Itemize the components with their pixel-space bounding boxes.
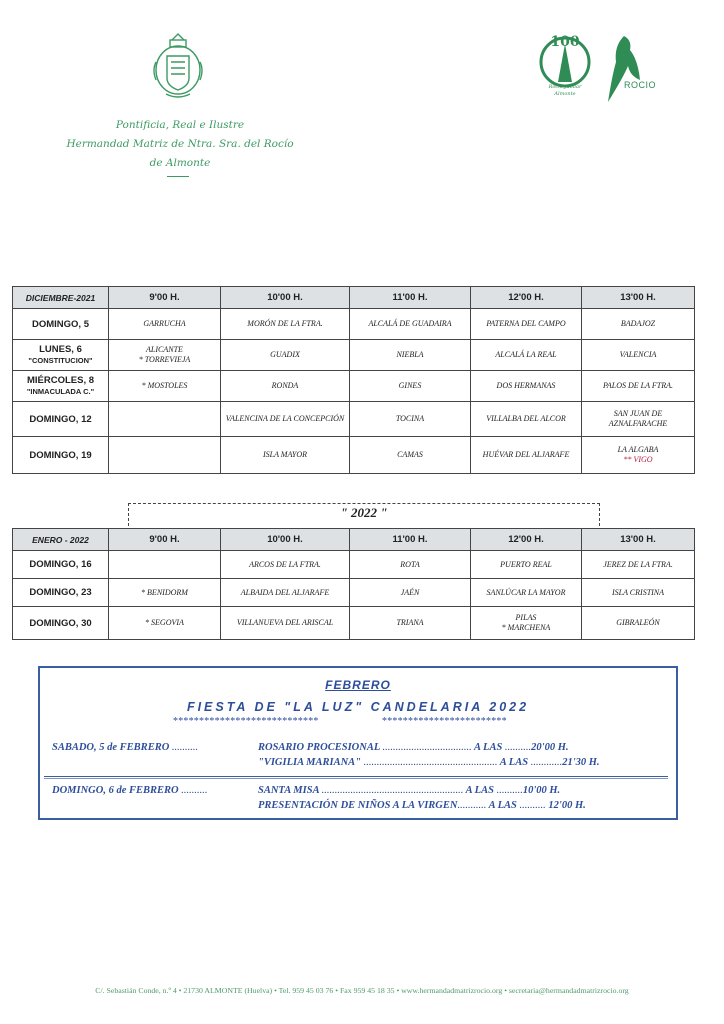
city-label: PILAS <box>515 613 537 622</box>
city-cell: ROTA <box>350 551 471 579</box>
table-header-cell: 11'00 H. <box>350 287 471 309</box>
event-date: DOMINGO, 6 de FEBRERO <box>52 785 179 796</box>
city-label: LA ALGABA <box>617 445 659 454</box>
city-cell: ALCALÁ DE GUADAIRA <box>350 309 471 340</box>
table-header-cell: 12'00 H. <box>471 287 582 309</box>
event-name: "VIGILIA MARIANA" <box>258 757 361 768</box>
city-label-extra: * TORREVIEJA <box>138 355 191 364</box>
brotherhood-line-2: Hermandad Matriz de Ntra. Sra. del Rocío <box>66 138 294 150</box>
city-cell: JEREZ DE LA FTRA. <box>582 551 695 579</box>
event-dots: ...................................................... <box>321 785 464 796</box>
city-cell: HUÉVAR DEL ALJARAFE <box>471 437 582 474</box>
event-name-row <box>258 785 560 796</box>
day-cell: DOMINGO, 19 <box>13 437 109 474</box>
table-header-row <box>13 287 695 309</box>
event-alas: A LAS <box>465 785 494 796</box>
city-cell: VALENCINA DE LA CONCEPCIÓN <box>221 402 350 437</box>
day-cell: DOMINGO, 30 <box>13 607 109 640</box>
table-row <box>13 437 695 474</box>
city-cell: GUADIX <box>221 340 350 371</box>
header-divider <box>167 176 189 177</box>
event-time: 20'00 H. <box>531 742 569 753</box>
city-cell: MORÓN DE LA FTRA. <box>221 309 350 340</box>
day-label: MIÉRCOLES, 8 <box>26 375 95 386</box>
day-cell <box>13 371 109 402</box>
table-header-cell: 10'00 H. <box>221 529 350 551</box>
city-cell: VALENCIA <box>582 340 695 371</box>
city-cell: CAMAS <box>350 437 471 474</box>
stars-decoration: **************************** <box>173 716 319 727</box>
city-cell: SANLÚCAR LA MAYOR <box>471 579 582 607</box>
year-label: " 2022 " <box>340 505 388 520</box>
footer-contact: C/. Sebastián Conde, n.º 4 • 21730 ALMONTE (Huelva) • Tel. 959 45 03 76 • Fax 959 45 18 35 • www.hermandadmatrizrocio.org • secretaria@hermandadmatrizrocio.org <box>95 986 629 995</box>
event-time: 10'00 H. <box>522 785 561 796</box>
event-dots: .......... <box>171 742 199 753</box>
table-header-cell: 10'00 H. <box>221 287 350 309</box>
city-cell <box>471 607 582 640</box>
city-cell: JAÉN <box>350 579 471 607</box>
brotherhood-line-1: Pontificia, Real e Ilustre <box>115 119 245 131</box>
city-cell: RONDA <box>221 371 350 402</box>
fiesta-title: FIESTA DE "LA LUZ" CANDELARIA 2022 <box>186 700 530 714</box>
city-cell: PALOS DE LA FTRA. <box>582 371 695 402</box>
event-divider <box>44 778 668 779</box>
event-divider <box>44 776 668 777</box>
table-row <box>13 340 695 371</box>
rocio-logo-label: ROCIO <box>624 80 657 90</box>
event-dots: .......... <box>496 785 523 796</box>
day-sublabel: "CONSTITUCION" <box>28 356 93 365</box>
january-schedule-table <box>12 528 695 640</box>
day-cell: DOMINGO, 5 <box>13 309 109 340</box>
city-cell: TOCINA <box>350 402 471 437</box>
event-dots: .................................. <box>382 742 472 753</box>
brotherhood-name <box>40 116 320 173</box>
event-time: 21'30 H. <box>562 757 600 768</box>
brotherhood-crest-logo <box>150 32 206 102</box>
city-cell: ARCOS DE LA FTRA. <box>221 551 350 579</box>
table-row <box>13 371 695 402</box>
table-row <box>13 579 695 607</box>
brotherhood-line-3: de Almonte <box>149 157 211 169</box>
table-header-cell: 9'00 H. <box>109 529 221 551</box>
stars-decoration: ************************ <box>382 716 507 727</box>
city-cell: PUERTO REAL <box>471 551 582 579</box>
city-cell <box>109 402 221 437</box>
city-label-extra: * MARCHENA <box>501 623 551 632</box>
day-cell: DOMINGO, 16 <box>13 551 109 579</box>
city-cell: ISLA CRISTINA <box>582 579 695 607</box>
table-header-cell: 11'00 H. <box>350 529 471 551</box>
february-title: FEBRERO <box>325 678 391 692</box>
event-name: PRESENTACIÓN DE NIÑOS A LA VIRGEN <box>258 800 458 811</box>
city-cell: SAN JUAN DE AZNALFARACHE <box>582 402 695 437</box>
table-row <box>13 402 695 437</box>
event-alas: A LAS <box>499 757 529 768</box>
event-name: ROSARIO PROCESIONAL <box>258 742 380 753</box>
table-row <box>13 607 695 640</box>
day-cell: DOMINGO, 12 <box>13 402 109 437</box>
day-cell: DOMINGO, 23 <box>13 579 109 607</box>
december-schedule-table <box>12 286 695 474</box>
day-label: LUNES, 6 <box>39 344 82 355</box>
rocio-virgin-figure-logo <box>602 34 642 102</box>
day-cell <box>13 340 109 371</box>
city-cell: * SEGOVIA <box>109 607 221 640</box>
table-header-cell: 12'00 H. <box>471 529 582 551</box>
city-cell <box>582 437 695 474</box>
city-cell: PATERNA DEL CAMPO <box>471 309 582 340</box>
city-cell: ALBAIDA DEL ALJARAFE <box>221 579 350 607</box>
event-date: SABADO, 5 de FEBRERO <box>52 742 170 753</box>
event-name-row <box>258 800 586 811</box>
city-cell: GINES <box>350 371 471 402</box>
table-header-cell: 13'00 H. <box>582 529 695 551</box>
city-cell: VILLANUEVA DEL ARISCAL <box>221 607 350 640</box>
table-header-cell: ENERO - 2022 <box>13 529 109 551</box>
city-cell: NIEBLA <box>350 340 471 371</box>
city-cell: BADAJOZ <box>582 309 695 340</box>
event-name-row <box>258 742 569 753</box>
city-cell <box>109 437 221 474</box>
table-header-cell: 13'00 H. <box>582 287 695 309</box>
event-name: SANTA MISA <box>258 785 319 796</box>
table-row <box>13 551 695 579</box>
day-sublabel: "INMACULADA C." <box>26 387 95 396</box>
event-alas: A LAS <box>488 800 517 811</box>
city-cell <box>109 340 221 371</box>
table-row <box>13 309 695 340</box>
city-cell: GIBRALEÓN <box>582 607 695 640</box>
city-cell <box>109 551 221 579</box>
event-row <box>52 785 207 796</box>
city-label: ALICANTE <box>146 345 183 354</box>
event-row <box>52 742 198 753</box>
city-cell: VILLALBA DEL ALCOR <box>471 402 582 437</box>
city-cell: ISLA MAYOR <box>221 437 350 474</box>
event-dots: ................................................... <box>363 757 498 768</box>
event-dots: .......... <box>181 785 208 796</box>
city-cell: GARRUCHA <box>109 309 221 340</box>
city-cell: TRIANA <box>350 607 471 640</box>
event-alas: A LAS <box>473 742 503 753</box>
table-header-cell: 9'00 H. <box>109 287 221 309</box>
city-label-extra: ** VIGO <box>623 455 653 464</box>
city-cell: * MOSTOLES <box>109 371 221 402</box>
table-header-row <box>13 529 695 551</box>
table-header-cell: DICIEMBRE-2021 <box>13 287 109 309</box>
event-dots: .......... <box>519 800 546 811</box>
event-time: 12'00 H. <box>548 800 586 811</box>
city-cell: ALCALÁ LA REAL <box>471 340 582 371</box>
centenary-text: Rocío Jubilar Almonte <box>548 84 582 97</box>
event-dots: ........... <box>457 800 487 811</box>
centenary-number: 100 <box>550 34 580 50</box>
event-dots: ............ <box>530 757 563 768</box>
city-cell: DOS HERMANAS <box>471 371 582 402</box>
city-cell: * BENIDORM <box>109 579 221 607</box>
event-dots: .......... <box>504 742 532 753</box>
event-name-row <box>258 757 600 768</box>
